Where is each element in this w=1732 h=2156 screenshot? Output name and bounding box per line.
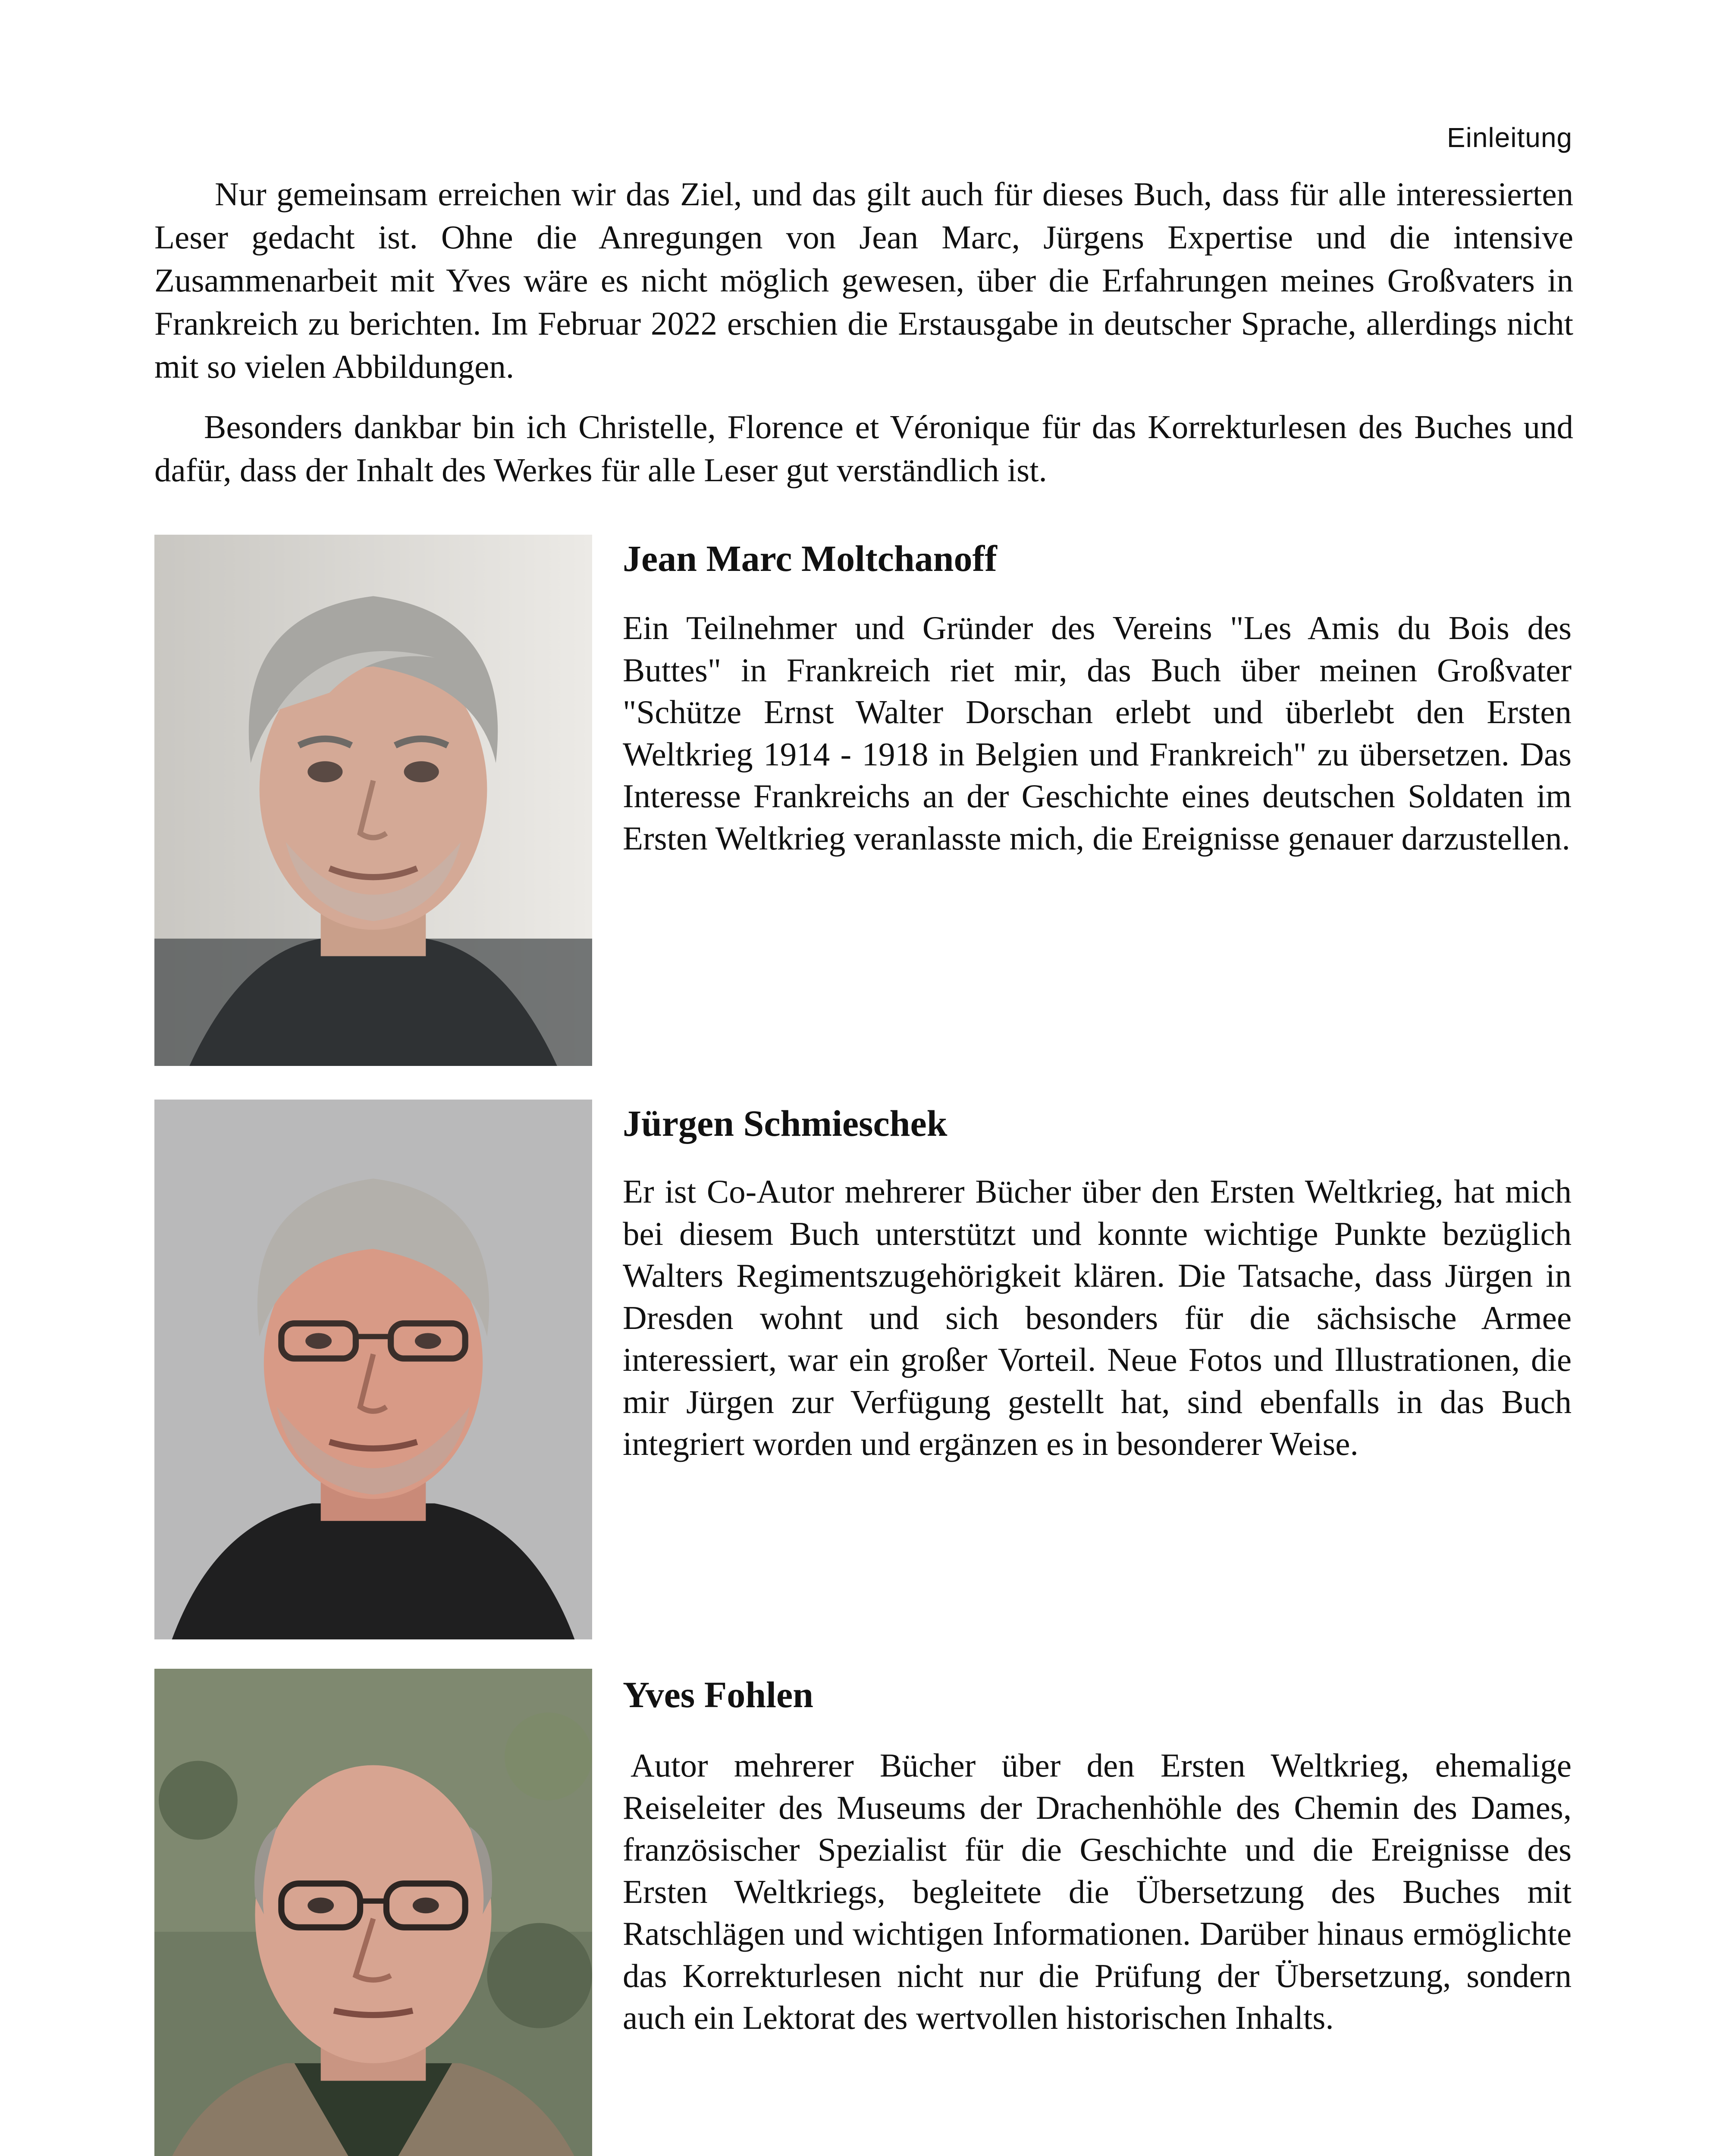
intro-paragraph-2: Besonders dankbar bin ich Christelle, Florence et Véronique für das Korrekturlesen des Buches und dafür, dass der Inhalt des Werkes für alle Leser gut verständlich ist. xyxy=(154,408,1573,489)
contributor-bio-1: Ein Teilnehmer und Gründer des Vereins "Les Amis du Bois des Buttes" in Frankreich riet mir, das Buch über meinen Großvater "Schütze Ernst Walter Dorschan erlebt und überlebt den Ersten Weltkrieg 1914 - 1918 in Belgien und Frankreich" zu übersetzen. Das Interesse Frankreichs an der Geschichte eines deutschen Soldaten im Ersten Weltkrieg veranlasste mich, die Ereignisse genauer darzustellen. xyxy=(623,609,1572,857)
portrait-photo-yves xyxy=(154,1669,592,2156)
contributor-name-2: Jürgen Schmieschek xyxy=(623,1103,948,1144)
contributor-name-3: Yves Fohlen xyxy=(623,1674,813,1715)
contributor-bio-2: Er ist Co-Autor mehrerer Bücher über den Ersten Weltkrieg, hat mich bei diesem Buch unterstützt und konnte wichtige Punkte bezüglich Walters Regimentszugehörigkeit klären. Die Tatsache, dass Jürgen in Dresden wohnt und sich besonders für die sächsische Armee interessiert, war ein großer Vorteil. Neue Fotos und Illustrationen, die mir Jürgen zur Verfügung gestellt hat, sind ebenfalls in das Buch integriert worden und ergänzen es in besonderer Weise. xyxy=(623,1173,1572,1462)
contributor-bio-3: Autor mehrerer Bücher über den Ersten Weltkrieg, ehemalige Reiseleiter des Museums der Drachenhöhle des Chemin des Dames, französischer Spezialist für die Geschichte und die Ereignisse des Ersten Weltkriegs, begleitete die Übersetzung des Buches mit Ratschlägen und wichtigen Informationen. Darüber hinaus ermöglichte das Korrekturlesen nicht nur die Prüfung der Übersetzung, sondern auch ein Lektorat des wertvollen historischen Inhalts. xyxy=(623,1747,1572,2036)
portrait-photo-jean-marc xyxy=(154,535,592,1066)
contributor-name-1: Jean Marc Moltchanoff xyxy=(623,538,997,579)
intro-paragraph-1: Nur gemeinsam erreichen wir das Ziel, und das gilt auch für dieses Buch, dass für alle interessierten Leser gedacht ist. Ohne die Anregungen von Jean Marc, Jürgens Expertise und die intensive Zusammenarbeit mit Yves wäre es nicht möglich gewesen, über die Erfahrungen meines Großvaters in Frankreich zu berichten. Im Februar 2022 erschien die Erstausgabe in deutscher Sprache, allerdings nicht mit so vielen Abbildungen. xyxy=(154,175,1573,385)
portrait-photo-juergen xyxy=(154,1100,592,1639)
running-header: Einleitung xyxy=(1446,122,1572,153)
